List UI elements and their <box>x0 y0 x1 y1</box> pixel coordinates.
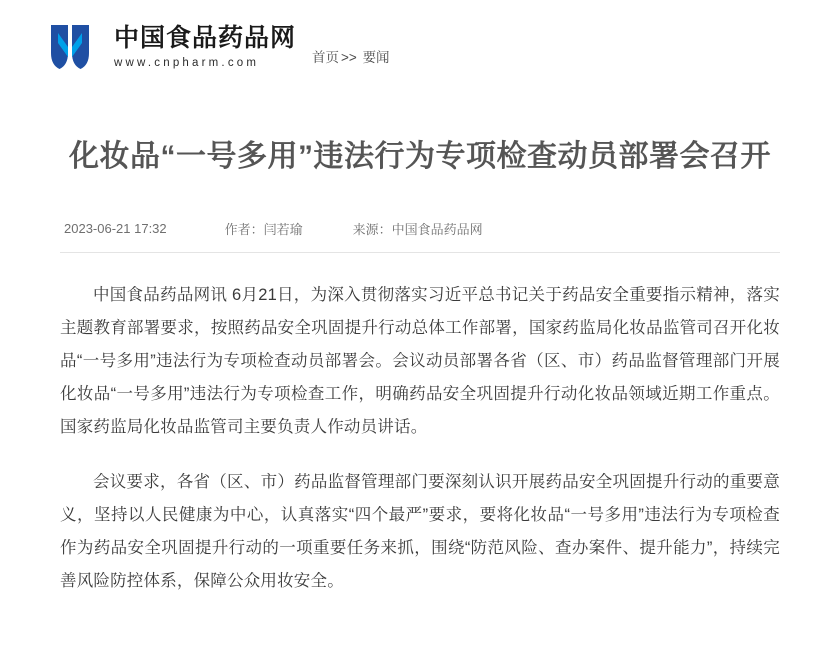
article-body <box>60 279 780 598</box>
article-source: 来源：中国食品药品网 <box>352 221 483 237</box>
breadcrumb-home[interactable]: 首页 <box>312 50 340 65</box>
article-date: 2023-06-21 17:32 <box>64 220 167 236</box>
site-logo[interactable] <box>48 22 296 72</box>
breadcrumb-current[interactable]: 要闻 <box>362 50 390 65</box>
site-logo-text <box>114 22 296 72</box>
page-title: 化妆品“一号多用”违法行为专项检查动员部署会召开 <box>69 140 771 173</box>
breadcrumb-separator: >> <box>341 50 357 65</box>
site-header <box>0 0 840 72</box>
cnpharm-logo-icon <box>48 23 104 71</box>
site-title: 中国食品药品网 <box>114 23 297 53</box>
article-paragraph: 会议要求，各省（区、市）药品监督管理部门要深刻认识开展药品安全巩固提升行动的重要意义，坚持以人民健康为中心，认真落实“四个最严”要求，要将化妆品“一号多用”违法行为专项检查作为药品安全巩固提升行动的一项重要任务来抓，围绕“防范风险、查办案件、提升能力”，持续完善风险防控体系，保障公众用妆安全。 <box>60 472 780 590</box>
site-url: www.cnpharm.com <box>114 56 260 69</box>
article-author: 作者：闫若瑜 <box>224 221 303 237</box>
article-meta <box>60 219 780 253</box>
breadcrumb <box>312 46 390 66</box>
article-paragraph: 中国食品药品网讯 6月21日，为深入贯彻落实习近平总书记关于药品安全重要指示精神，落实主题教育部署要求，按照药品安全巩固提升行动总体工作部署，国家药监局化妆品监管司召开化妆品“一号多用”违法行为专项检查动员部署会。会议动员部署各省（区、市）药品监督管理部门开展化妆品“一号多用”违法行为专项检查工作，明确药品安全巩固提升行动化妆品领域近期工作重点。国家药监局化妆品监管司主要负责人作动员讲话。 <box>60 285 780 436</box>
article <box>0 134 840 598</box>
